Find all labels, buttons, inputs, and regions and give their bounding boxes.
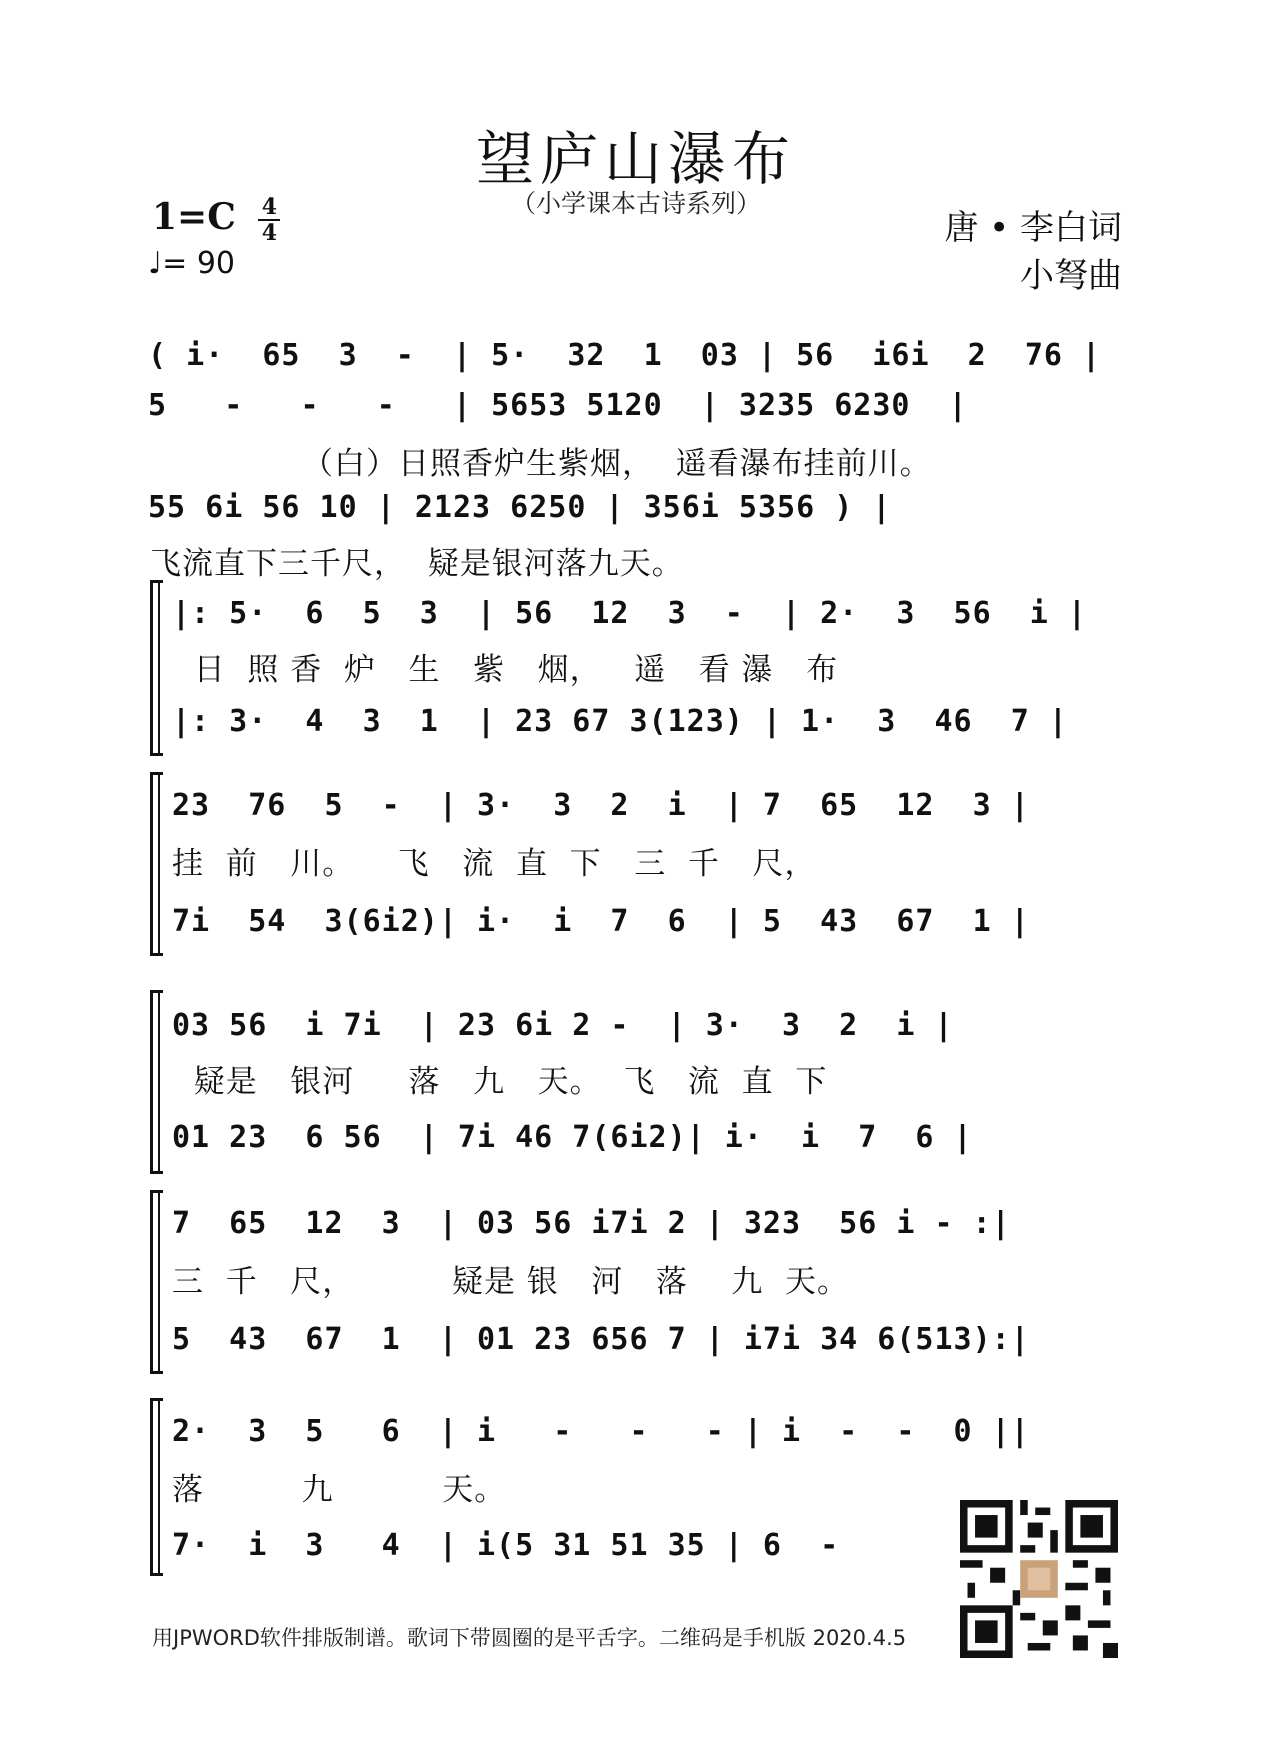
- system-bracket: [150, 580, 163, 756]
- notation-row: 7 65 12 3 | 03 56 i7i 2 | 323 56 i - :|: [172, 1206, 1011, 1241]
- time-bottom: 4: [261, 220, 278, 246]
- system-bracket: [150, 990, 163, 1174]
- lyric-line: 落 九 天。: [172, 1472, 507, 1508]
- qr-code-icon: [960, 1500, 1118, 1658]
- notation-row: |: 5· 6 5 3 | 56 12 3 - | 2· 3 56 i |: [172, 596, 1087, 631]
- notation-row: 03 56 i 7i | 23 6i 2 - | 3· 3 2 i |: [172, 1008, 954, 1043]
- system-bracket: [150, 1190, 163, 1374]
- tempo-marking: ♩= 90: [148, 246, 235, 281]
- lyric-line: 疑是 银河 落 九 天。 飞 流 直 下: [172, 1064, 828, 1100]
- notation-row: 55 6i 56 10 | 2123 6250 | 356i 5356 ) |: [148, 490, 892, 525]
- lyric-line: 挂 前 川。 飞 流 直 下 三 千 尺，: [172, 846, 817, 882]
- song-title: 望庐山瀑布: [475, 125, 796, 193]
- system-bracket: [150, 772, 163, 956]
- notation-row: 5 - - - | 5653 5120 | 3235 6230 |: [148, 388, 968, 423]
- notation-row: |: 3· 4 3 1 | 23 67 3(123) | 1· 3 46 7 |: [172, 704, 1068, 739]
- notation-row: ( i· 65 3 - | 5· 32 1 03 | 56 i6i 2 76 |: [148, 338, 1102, 373]
- key-signature: [152, 196, 280, 244]
- time-top: 4: [261, 194, 278, 220]
- system-bracket: [150, 1398, 163, 1576]
- lyricist-credit: 唐 • 李白词: [944, 208, 1122, 248]
- lyric-line: （白）日照香炉生紫烟， 遥看瀑布挂前川。: [150, 446, 932, 482]
- notation-row: 7i 54 3(6i2)| i· i 7 6 | 5 43 67 1 |: [172, 904, 1030, 939]
- footer-note: 用JPWORD软件排版制谱。歌词下带圆圈的是平舌字。二维码是手机版 2020.4.5: [152, 1626, 907, 1650]
- time-signature: [258, 196, 280, 244]
- lyric-line: 日 照 香 炉 生 紫 烟， 遥 看 瀑 布: [172, 652, 839, 688]
- notation-row: 5 43 67 1 | 01 23 656 7 | i7i 34 6(513):|: [172, 1322, 1030, 1357]
- notation-row: 7· i 3 4 | i(5 31 51 35 | 6 -: [172, 1528, 840, 1563]
- notation-row: 23 76 5 - | 3· 3 2 i | 7 65 12 3 |: [172, 788, 1030, 823]
- song-subtitle: （小学课本古诗系列）: [510, 189, 761, 218]
- key-text: 1=C: [152, 196, 236, 238]
- notation-row: 2· 3 5 6 | i - - - | i - - 0 ||: [172, 1414, 1030, 1449]
- lyric-line: 飞流直下三千尺， 疑是银河落九天。: [150, 546, 684, 582]
- composer-credit: 小弩曲: [1020, 256, 1122, 296]
- lyric-line: 三 千 尺， 疑是 银 河 落 九 天。: [172, 1264, 850, 1300]
- notation-row: 01 23 6 56 | 7i 46 7(6i2)| i· i 7 6 |: [172, 1120, 973, 1155]
